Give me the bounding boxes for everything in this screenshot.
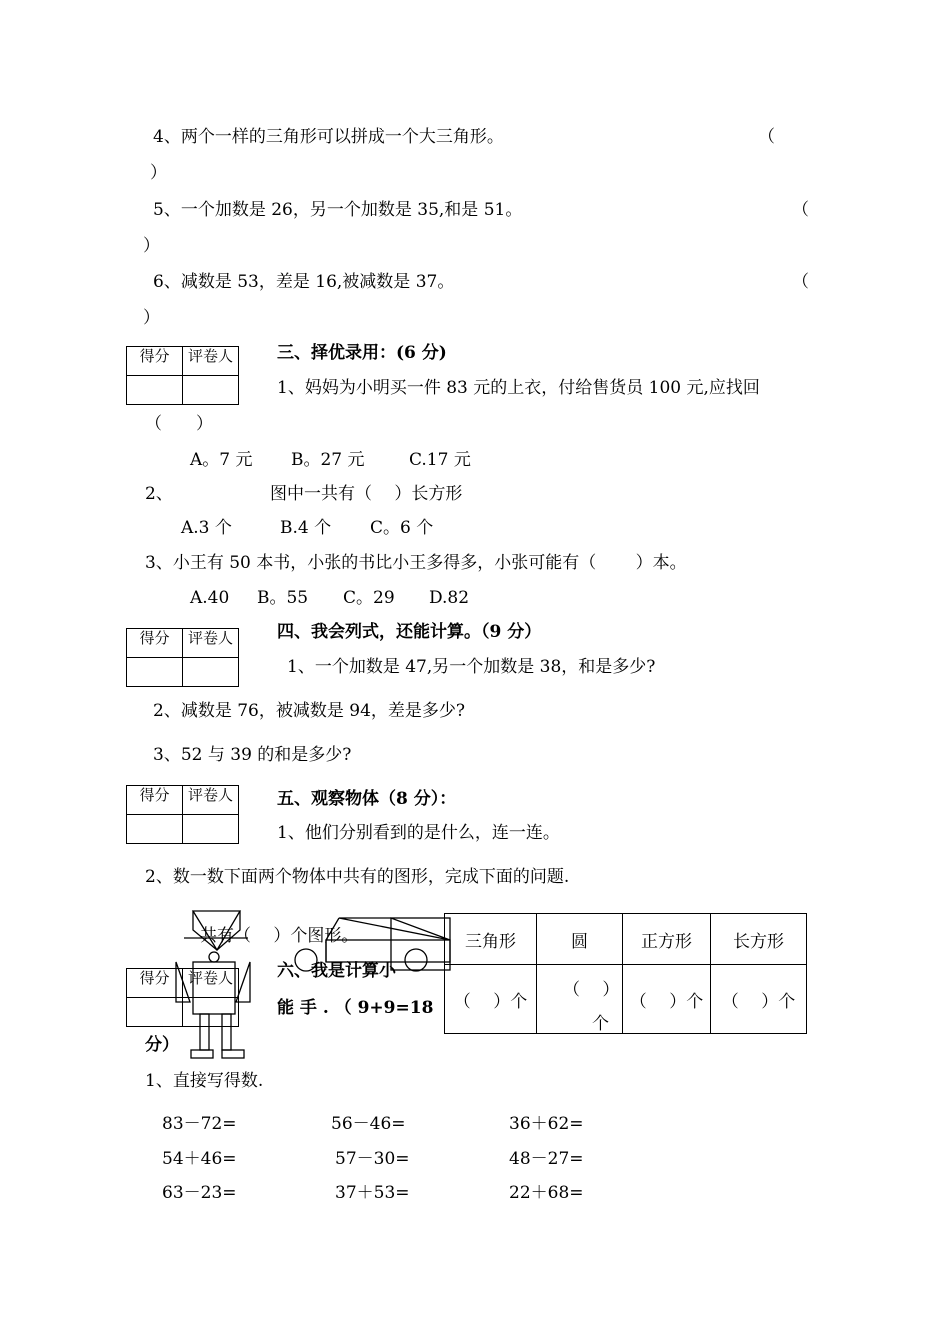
s3-q2: 图中一共有（ ）长方形 bbox=[270, 484, 463, 504]
robot-head-triangle bbox=[193, 911, 240, 950]
s3-q3-opt-c: C。29 bbox=[343, 588, 395, 608]
answer-paren-close: ） bbox=[143, 308, 160, 328]
s5-q1: 1、他们分别看到的是什么，连一连。 bbox=[277, 823, 560, 843]
count-square: （ ）个 bbox=[623, 965, 711, 1034]
s3-q2-number: 2、 bbox=[145, 484, 173, 504]
expression: 37＋53= bbox=[335, 1183, 410, 1203]
s3-q3: 3、小王有 50 本书，小张的书比小王多得多，小张可能有（ ）本。 bbox=[145, 553, 687, 573]
s4-q2: 2、减数是 76，被减数是 94，差是多少? bbox=[153, 701, 466, 721]
car-body-rect bbox=[326, 940, 450, 962]
score-header: 得分 bbox=[127, 629, 183, 658]
s5-q2: 2、数一数下面两个物体中共有的图形，完成下面的问题. bbox=[145, 867, 570, 887]
expression: 63－23= bbox=[162, 1183, 237, 1203]
robot-body-rect bbox=[193, 962, 235, 1014]
s5-total-count: 共有（ ）个图形。 bbox=[200, 926, 359, 946]
grader-header: 评卷人 bbox=[183, 629, 239, 658]
s3-q1: 1、妈妈为小明买一件 83 元的上衣，付给售货员 100 元,应找回 bbox=[277, 378, 760, 398]
count-circle-unit: 个 bbox=[592, 1014, 609, 1034]
count-rectangle: （ ）个 bbox=[711, 965, 807, 1034]
header-triangle: 三角形 bbox=[445, 914, 537, 965]
answer-paren-open: （ bbox=[792, 200, 809, 220]
expression: 56－46= bbox=[331, 1114, 406, 1134]
robot-right-leg bbox=[222, 1014, 231, 1050]
grader-header: 评卷人 bbox=[183, 347, 239, 376]
section-3-title: 三、择优录用：(6 分) bbox=[277, 343, 447, 363]
header-square: 正方形 bbox=[623, 914, 711, 965]
robot-right-arm bbox=[236, 962, 250, 1002]
s3-q2-opt-c: C。6 个 bbox=[370, 518, 434, 538]
s3-q1-opt-c: C.17 元 bbox=[409, 450, 471, 470]
expression: 36＋62= bbox=[509, 1114, 584, 1134]
judge-q5: 5、一个加数是 26，另一个加数是 35,和是 51。 bbox=[153, 200, 523, 220]
shape-count-table bbox=[444, 913, 807, 1034]
score-header: 得分 bbox=[127, 969, 183, 998]
robot-left-arm bbox=[176, 962, 190, 1002]
s6-q1: 1、直接写得数. bbox=[145, 1071, 264, 1091]
robot-right-foot bbox=[222, 1050, 244, 1058]
grader-header: 评卷人 bbox=[183, 786, 239, 815]
expression: 48－27= bbox=[509, 1149, 584, 1169]
answer-paren-open: （ bbox=[792, 272, 809, 292]
expression: 57－30= bbox=[335, 1149, 410, 1169]
section-4-title: 四、我会列式，还能计算。（9 分） bbox=[277, 622, 542, 642]
score-header: 得分 bbox=[127, 347, 183, 376]
count-circle-paren: （ ） bbox=[563, 980, 620, 1000]
robot-neck-circle bbox=[209, 952, 219, 962]
count-triangle: （ ）个 bbox=[445, 965, 537, 1034]
s3-q2-opt-a: A.3 个 bbox=[181, 518, 232, 538]
answer-paren-close: ） bbox=[143, 236, 160, 256]
header-circle: 圆 bbox=[537, 914, 623, 965]
header-rectangle: 长方形 bbox=[711, 914, 807, 965]
s3-q1-paren: （ ） bbox=[145, 414, 213, 434]
s4-q1: 1、一个加数是 47,另一个加数是 38，和是多少? bbox=[287, 657, 656, 677]
s3-q1-opt-a: A。7 元 bbox=[190, 450, 253, 470]
grader-header: 评卷人 bbox=[183, 969, 239, 998]
s4-q3: 3、52 与 39 的和是多少? bbox=[153, 745, 352, 765]
count-circle bbox=[537, 965, 623, 1034]
answer-paren-close: ） bbox=[150, 163, 167, 183]
s3-q1-opt-b: B。27 元 bbox=[291, 450, 365, 470]
judge-q6: 6、减数是 53，差是 16,被减数是 37。 bbox=[153, 272, 455, 292]
judge-q4: 4、两个一样的三角形可以拼成一个大三角形。 bbox=[153, 127, 504, 147]
s3-q2-opt-b: B.4 个 bbox=[280, 518, 332, 538]
section-6-title-a: 六、我是计算小 bbox=[277, 961, 396, 981]
section-5-title: 五、观察物体（8 分）： bbox=[277, 789, 457, 809]
expression: 22＋68= bbox=[509, 1183, 584, 1203]
section-6-title-c: 分） bbox=[145, 1035, 179, 1055]
car-front-wheel bbox=[405, 949, 427, 971]
section-6-title-b: 能 手 . （ 9+9=18 bbox=[277, 998, 434, 1018]
car-roof bbox=[339, 918, 450, 940]
s3-q3-opt-b: B。55 bbox=[257, 588, 309, 608]
answer-paren-open: （ bbox=[758, 127, 775, 147]
robot-left-foot bbox=[191, 1050, 213, 1058]
expression: 83－72= bbox=[162, 1114, 237, 1134]
robot-left-leg bbox=[200, 1014, 209, 1050]
expression: 54＋46= bbox=[162, 1149, 237, 1169]
score-header: 得分 bbox=[127, 786, 183, 815]
s3-q3-opt-d: D.82 bbox=[429, 588, 470, 608]
s3-q3-opt-a: A.40 bbox=[190, 588, 230, 608]
